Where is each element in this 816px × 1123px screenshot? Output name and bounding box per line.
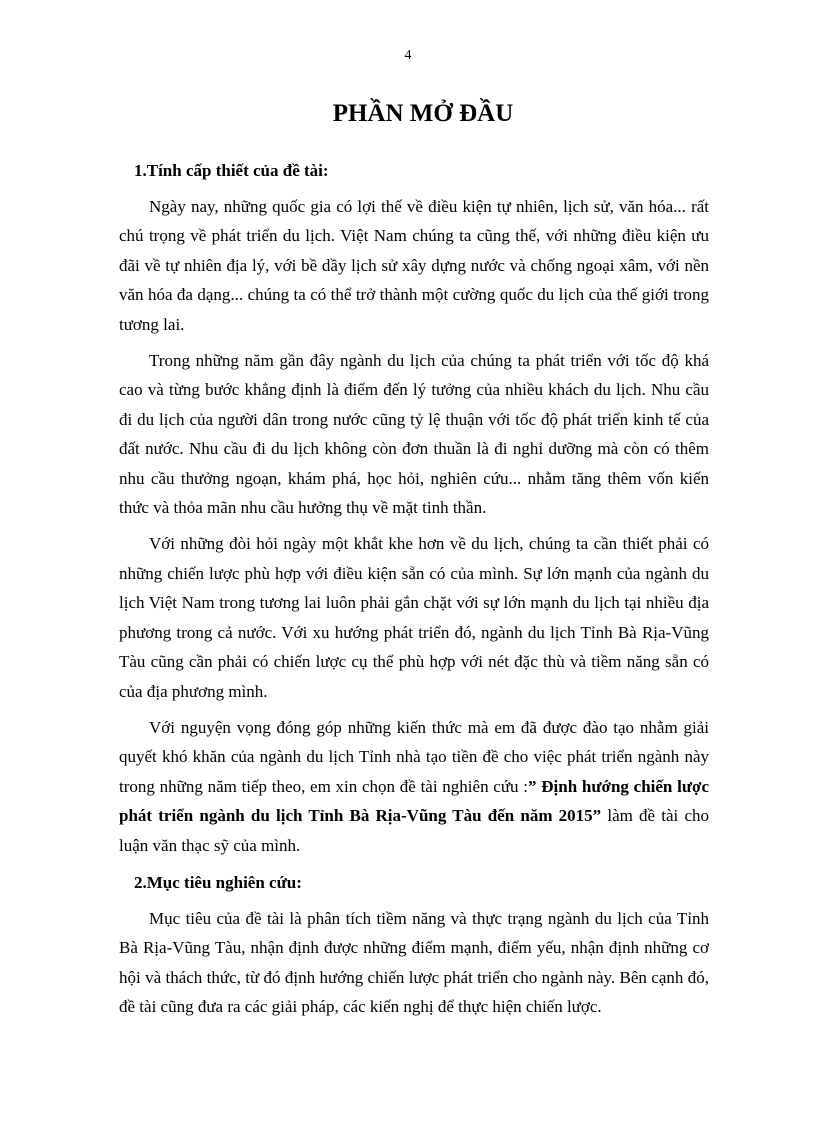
section-heading-2: 2.Mục tiêu nghiên cứu: (134, 872, 302, 892)
page-number: 4 (404, 48, 412, 63)
paragraph-5: Mục tiêu của đề tài là phân tích tiềm năng và thực trạng ngành du lịch của Tỉnh Bà Rịa-Vũng Tàu, nhận định được những điểm mạnh, điểm yếu, nhận định những cơ hội và thách thức, từ đó định hướng chiến lược phát triển cho ngành này. Bên cạnh đó, đề tài cũng đưa ra các giải pháp, các kiến nghị để thực hiện chiến lược. (119, 908, 709, 1017)
page-title: PHẦN MỞ ĐẦU (332, 100, 514, 127)
paragraph-1: Ngày nay, những quốc gia có lợi thế về điều kiện tự nhiên, lịch sử, văn hóa... rất chú trọng về phát triển du lịch. Việt Nam chúng ta cũng thế, với những điều kiện ưu đãi về tự nhiên địa lý, với bề dầy lịch sử xây dựng nước và chống ngoại xâm, với nền văn hóa đa dạng... chúng ta có thể trở thành một cường quốc du lịch của thế giới trong tương lai. (119, 197, 709, 334)
paragraph-4-ending: làm đề tài cho luận văn thạc sỹ của mình. (119, 806, 709, 855)
paragraph-4-text: Với nguyện vọng đóng góp những kiến thức mà em đã được đào tạo nhằm giải quyết khó khăn của ngành du lịch Tỉnh nhà tạo tiền đề cho việc phát triển ngành này trong những năm tiếp theo, em xin chọn đề tài nghiên cứu : (119, 717, 709, 796)
thesis-title: ” Định hướng chiến lược phát triển ngành du lịch Tỉnh Bà Rịa-Vũng Tàu đến năm 2015” (119, 776, 709, 826)
section-heading-1: 1.Tính cấp thiết của đề tài: (134, 161, 329, 180)
paragraph-2: Trong những năm gần đây ngành du lịch của chúng ta phát triển với tốc độ khá cao và từng bước khẳng định là điểm đến lý tưởng của nhiều khách du lịch. Nhu cầu đi du lịch của người dân trong nước cũng tỷ lệ thuận với tốc độ phát triển kinh tế của đất nước. Nhu cầu đi du lịch không còn đơn thuần là đi nghỉ dưỡng mà còn có thêm nhu cầu thưởng ngoạn, khám phá, học hỏi, nghiên cứu... nhằm tăng thêm vốn kiến thức và thỏa mãn nhu cầu hưởng thụ về mặt tinh thần. (119, 351, 709, 518)
paragraph-4 (119, 713, 709, 860)
document-body (119, 155, 709, 1022)
paragraph-3: Với những đòi hỏi ngày một khắt khe hơn về du lịch, chúng ta cần thiết phải có những chiến lược phù hợp với điều kiện sẵn có của mình. Sự lớn mạnh của ngành du lịch Việt Nam trong tương lai luôn phải gắn chặt với sự lớn mạnh du lịch tại nhiều địa phương trong cả nước. Với xu hướng phát triển đó, ngành du lịch Tỉnh Bà Rịa-Vũng Tàu cũng cần phải có chiến lược cụ thể phù hợp với nét đặc thù và tiềm năng sẵn có của địa phương mình. (119, 534, 709, 701)
